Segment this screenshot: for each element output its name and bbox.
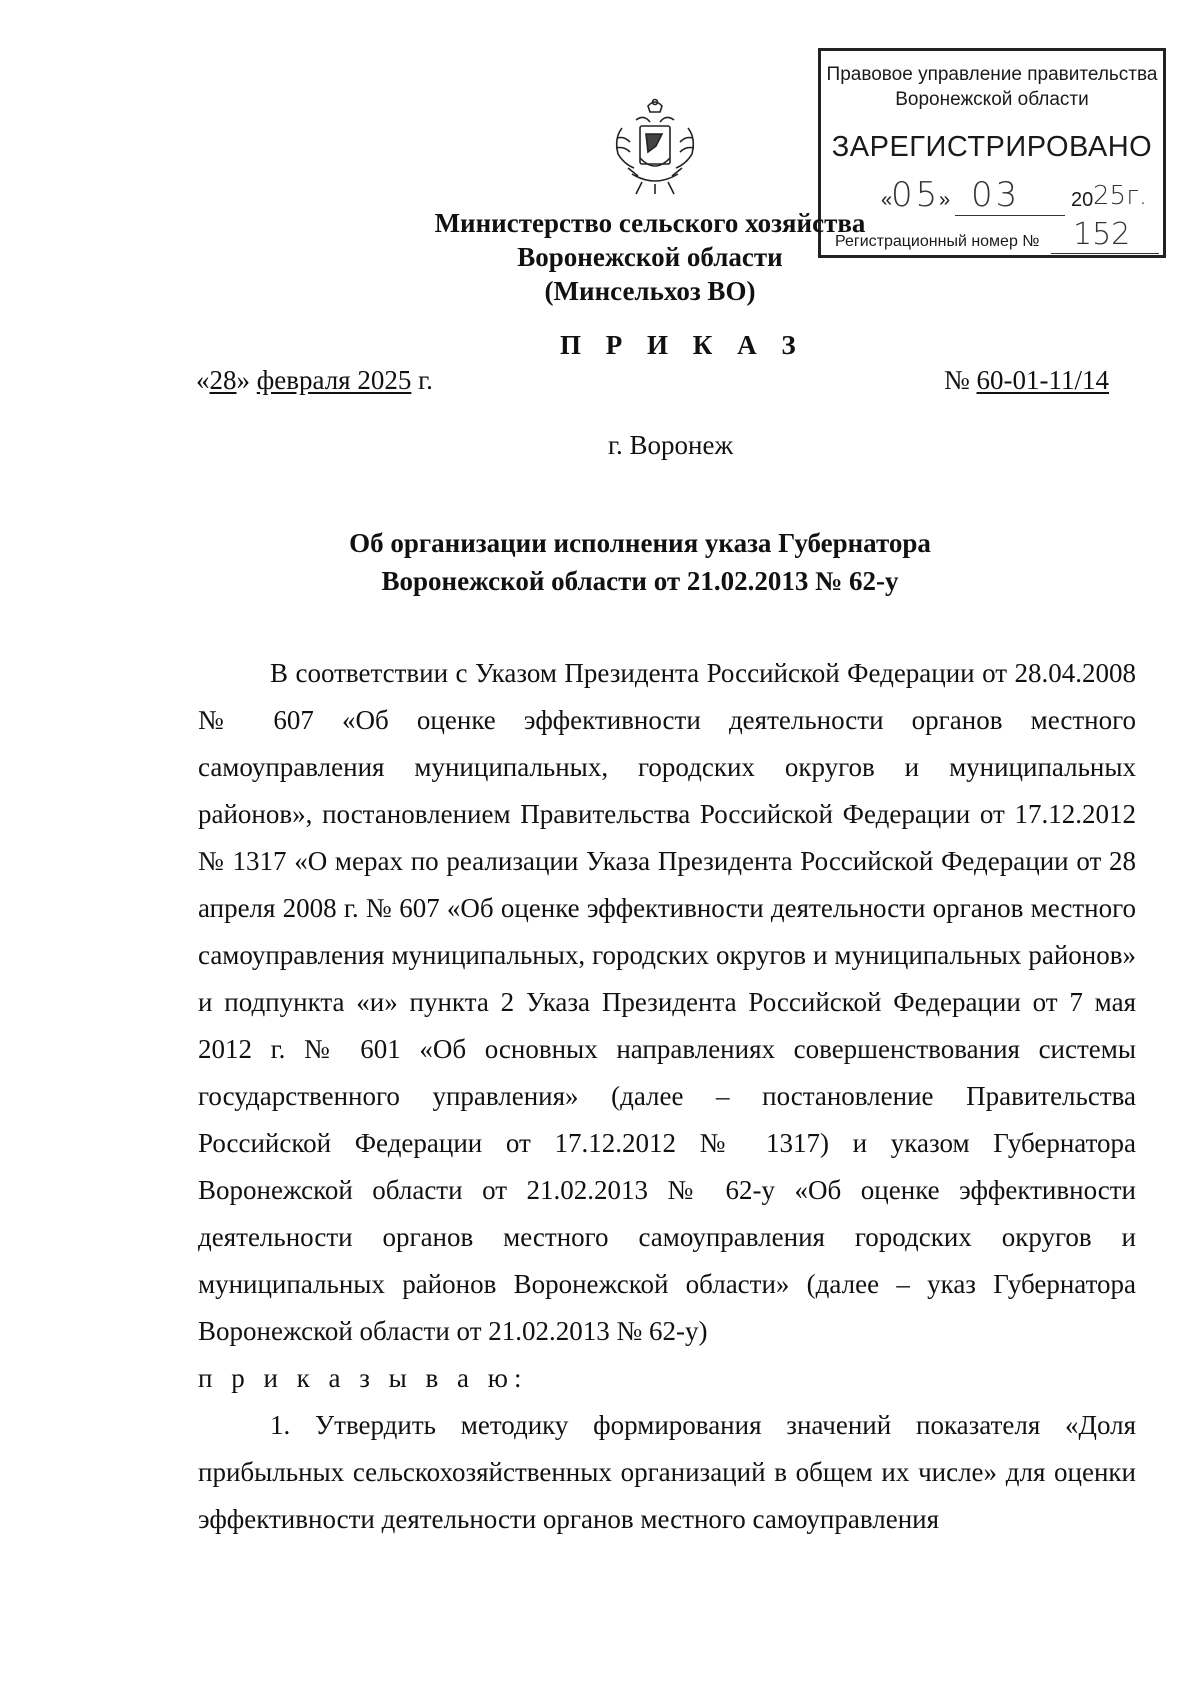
date-month-year: февраля 2025: [256, 365, 412, 395]
order-body: [198, 650, 1136, 1543]
date-quote-open: «: [196, 365, 210, 395]
ministry-line3: (Минсельхоз ВО): [544, 276, 756, 306]
coat-of-arms-emblem: [612, 98, 698, 198]
stamp-status: ЗАРЕГИСТРИРОВАНО: [831, 131, 1153, 163]
date-suffix: г.: [411, 365, 433, 395]
body-paragraph-2: 1. Утвердить методику формирования значений показателя «Доля прибыльных сельскохозяйственных организаций в общем их числе» для оценки эффективности деятельности органов местного самоуправления: [198, 1410, 1136, 1534]
document-type: П Р И К А З: [560, 330, 805, 360]
number-value: 60-01-11/14: [976, 365, 1109, 395]
order-number: [944, 365, 1109, 396]
stamp-reg-label: Регистрационный номер №: [835, 233, 1040, 250]
stamp-date-month: 03: [971, 175, 1021, 215]
ministry-header: [380, 206, 920, 308]
stamp-date-year-suffix: 25г.: [1093, 181, 1148, 211]
order-subject: [200, 524, 1080, 600]
stamp-org-line2: Воронежской области: [895, 89, 1089, 110]
subject-line1: Об организации исполнения указа Губернатора: [349, 528, 931, 558]
ministry-line2: Воронежской области: [517, 242, 783, 272]
stamp-reg-number: 152: [1073, 217, 1131, 252]
stamp-date-quote-open: «: [881, 189, 893, 211]
ministry-line1: Министерство сельского хозяйства: [434, 208, 866, 238]
body-paragraph-1: В соответствии с Указом Президента Российской Федерации от 28.04.2008 № 607 «Об оценке эффективности деятельности органов местного самоуправления муниципальных, городских округов и муниципальных районов», постановлением Правительства Российской Федерации от 17.12.2012 № 1317 «О мерах по реализации Указа Президента Российской Федерации от 28 апреля 2008 г. № 607 «Об оценке эффективности деятельности органов местного самоуправления муниципальных, городских округов и муниципальных районов» и подпункта «и» пункта 2 Указа Президента Российской Федерации от 7 мая 2012 г. № 601 «Об основных направлениях совершенствования системы государственного управления» (далее – постановление Правительства Российской Федерации от 17.12.2012 № 1317) и указом Губернатора Воронежской области от 21.02.2013 № 62-у «Об оценке эффективности деятельности органов местного самоуправления городских округов и муниципальных районов Воронежской области» (далее – указ Губернатора Воронежской области от 21.02.2013 № 62-у): [198, 658, 1136, 1346]
stamp-reg-underline: [1051, 253, 1159, 254]
date-quote-close: »: [236, 365, 257, 395]
stamp-date-quote-close: »: [939, 189, 951, 211]
city: г. Воронеж: [608, 430, 734, 460]
number-prefix: №: [944, 365, 977, 395]
stamp-date-day: 05: [891, 175, 941, 215]
directive-word: п р и к а з ы в а ю:: [198, 1363, 528, 1393]
order-date: [196, 365, 433, 396]
stamp-date-year-prefix: 20: [1071, 189, 1094, 211]
stamp-date-underline: [955, 215, 1065, 216]
stamp-org-line1: Правовое управление правительства: [826, 64, 1158, 85]
date-day: 28: [209, 365, 237, 395]
subject-line2: Воронежской области от 21.02.2013 № 62-у: [381, 566, 899, 596]
